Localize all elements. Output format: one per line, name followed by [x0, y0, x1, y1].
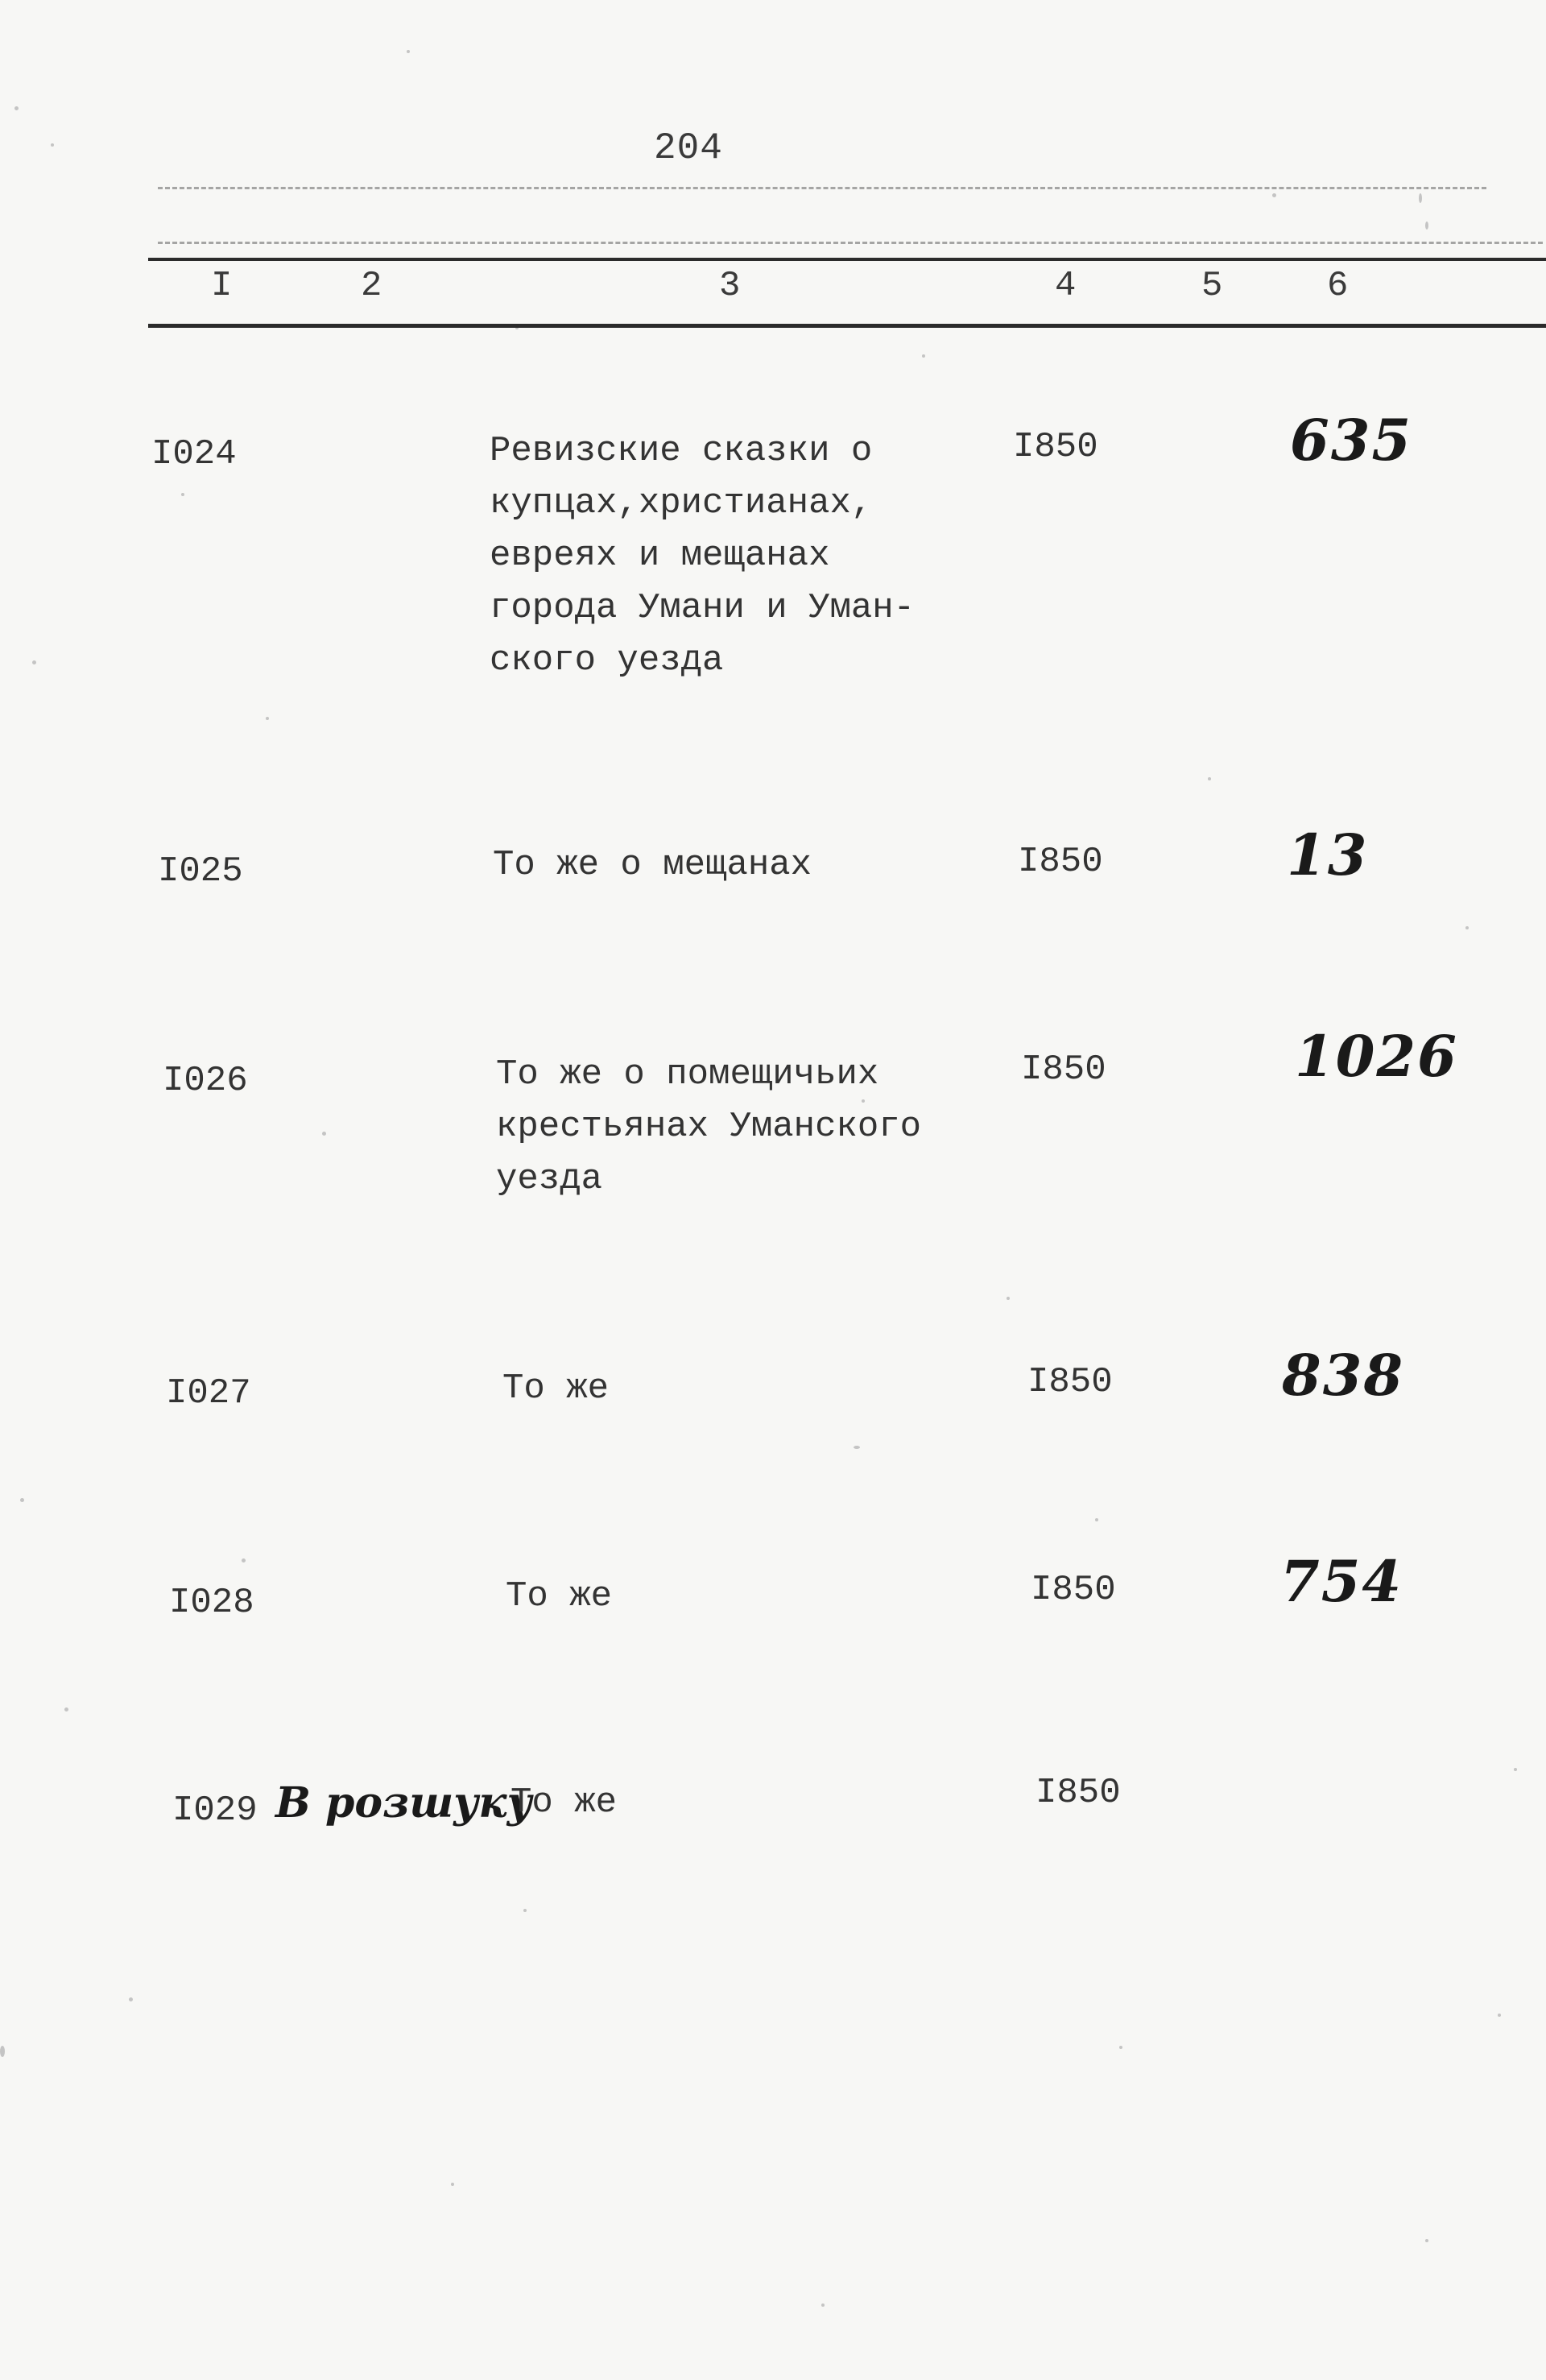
scan-speck [1498, 2014, 1501, 2017]
row-year: I850 [1021, 1049, 1106, 1090]
scan-speck [451, 2183, 454, 2186]
description-line: То же [506, 1576, 613, 1616]
scan-speck [64, 1707, 68, 1712]
scan-speck [51, 143, 54, 147]
row-year: I850 [1035, 1773, 1121, 1813]
row-number: I025 [158, 851, 243, 892]
row-year: I850 [1018, 842, 1103, 882]
column-header-6: 6 [1327, 266, 1349, 306]
scan-speck [266, 717, 269, 720]
scan-speck [1272, 193, 1276, 197]
description-line: ского уезда [490, 640, 724, 681]
row-year: I850 [1027, 1362, 1113, 1402]
scan-speck [0, 2046, 5, 2057]
description-line: То же [502, 1368, 610, 1409]
description-line: евреях и мещанах [490, 536, 830, 576]
table-header-top-rule [148, 258, 1546, 261]
handwritten-count: 754 [1280, 1548, 1403, 1615]
column-header-1: I [211, 266, 233, 306]
scan-speck [32, 660, 36, 664]
handwritten-count: 635 [1290, 407, 1413, 474]
column-header-5: 5 [1201, 266, 1223, 306]
scan-speck [1208, 777, 1211, 780]
scan-speck [181, 493, 184, 496]
row-number: I029 [172, 1790, 258, 1831]
description-line: То же [511, 1782, 618, 1823]
column-header-2: 2 [361, 266, 382, 306]
scan-speck [1095, 1518, 1098, 1521]
handwritten-note: В розшуку [275, 1778, 532, 1827]
scan-speck [1419, 193, 1422, 203]
description-line: купцах,христианах, [490, 483, 873, 524]
row-number: I027 [166, 1373, 251, 1414]
scan-speck [129, 1997, 133, 2001]
page-number: 204 [654, 127, 723, 169]
row-number: I028 [169, 1583, 254, 1623]
scan-speck [1119, 2046, 1122, 2049]
scan-speck [523, 1909, 527, 1912]
dashed-rule-top [158, 187, 1486, 189]
description-line: Ревизские сказки о [490, 431, 873, 471]
scan-speck [1007, 1297, 1010, 1300]
handwritten-count: 1026 [1295, 1023, 1458, 1090]
handwritten-count: 838 [1282, 1342, 1405, 1409]
scan-speck [821, 2303, 825, 2307]
description-line: То же о мещанах [493, 845, 812, 885]
description-line: крестьянах Уманского [496, 1107, 922, 1147]
scan-speck [1425, 2239, 1428, 2242]
scan-speck [20, 1498, 24, 1502]
row-year: I850 [1031, 1570, 1116, 1610]
scan-speck [407, 50, 410, 53]
column-header-3: 3 [719, 266, 741, 306]
scan-speck [322, 1132, 326, 1136]
table-header-bottom-rule [148, 324, 1546, 328]
scan-speck [1425, 221, 1428, 230]
handwritten-count: 13 [1287, 822, 1369, 888]
row-number: I024 [151, 434, 237, 474]
row-number: I026 [163, 1061, 248, 1101]
scan-speck [242, 1558, 246, 1563]
scan-speck [854, 1446, 860, 1449]
description-line: То же о помещичьих [496, 1054, 879, 1095]
scan-speck [1465, 926, 1469, 929]
scan-speck [922, 354, 925, 358]
scan-speck [14, 106, 19, 110]
description-line: уезда [496, 1159, 603, 1199]
row-year: I850 [1013, 427, 1098, 467]
scan-speck [1514, 1768, 1517, 1771]
dashed-rule-lower [158, 242, 1543, 244]
description-line: города Умани и Уман- [490, 588, 916, 628]
column-header-4: 4 [1055, 266, 1077, 306]
